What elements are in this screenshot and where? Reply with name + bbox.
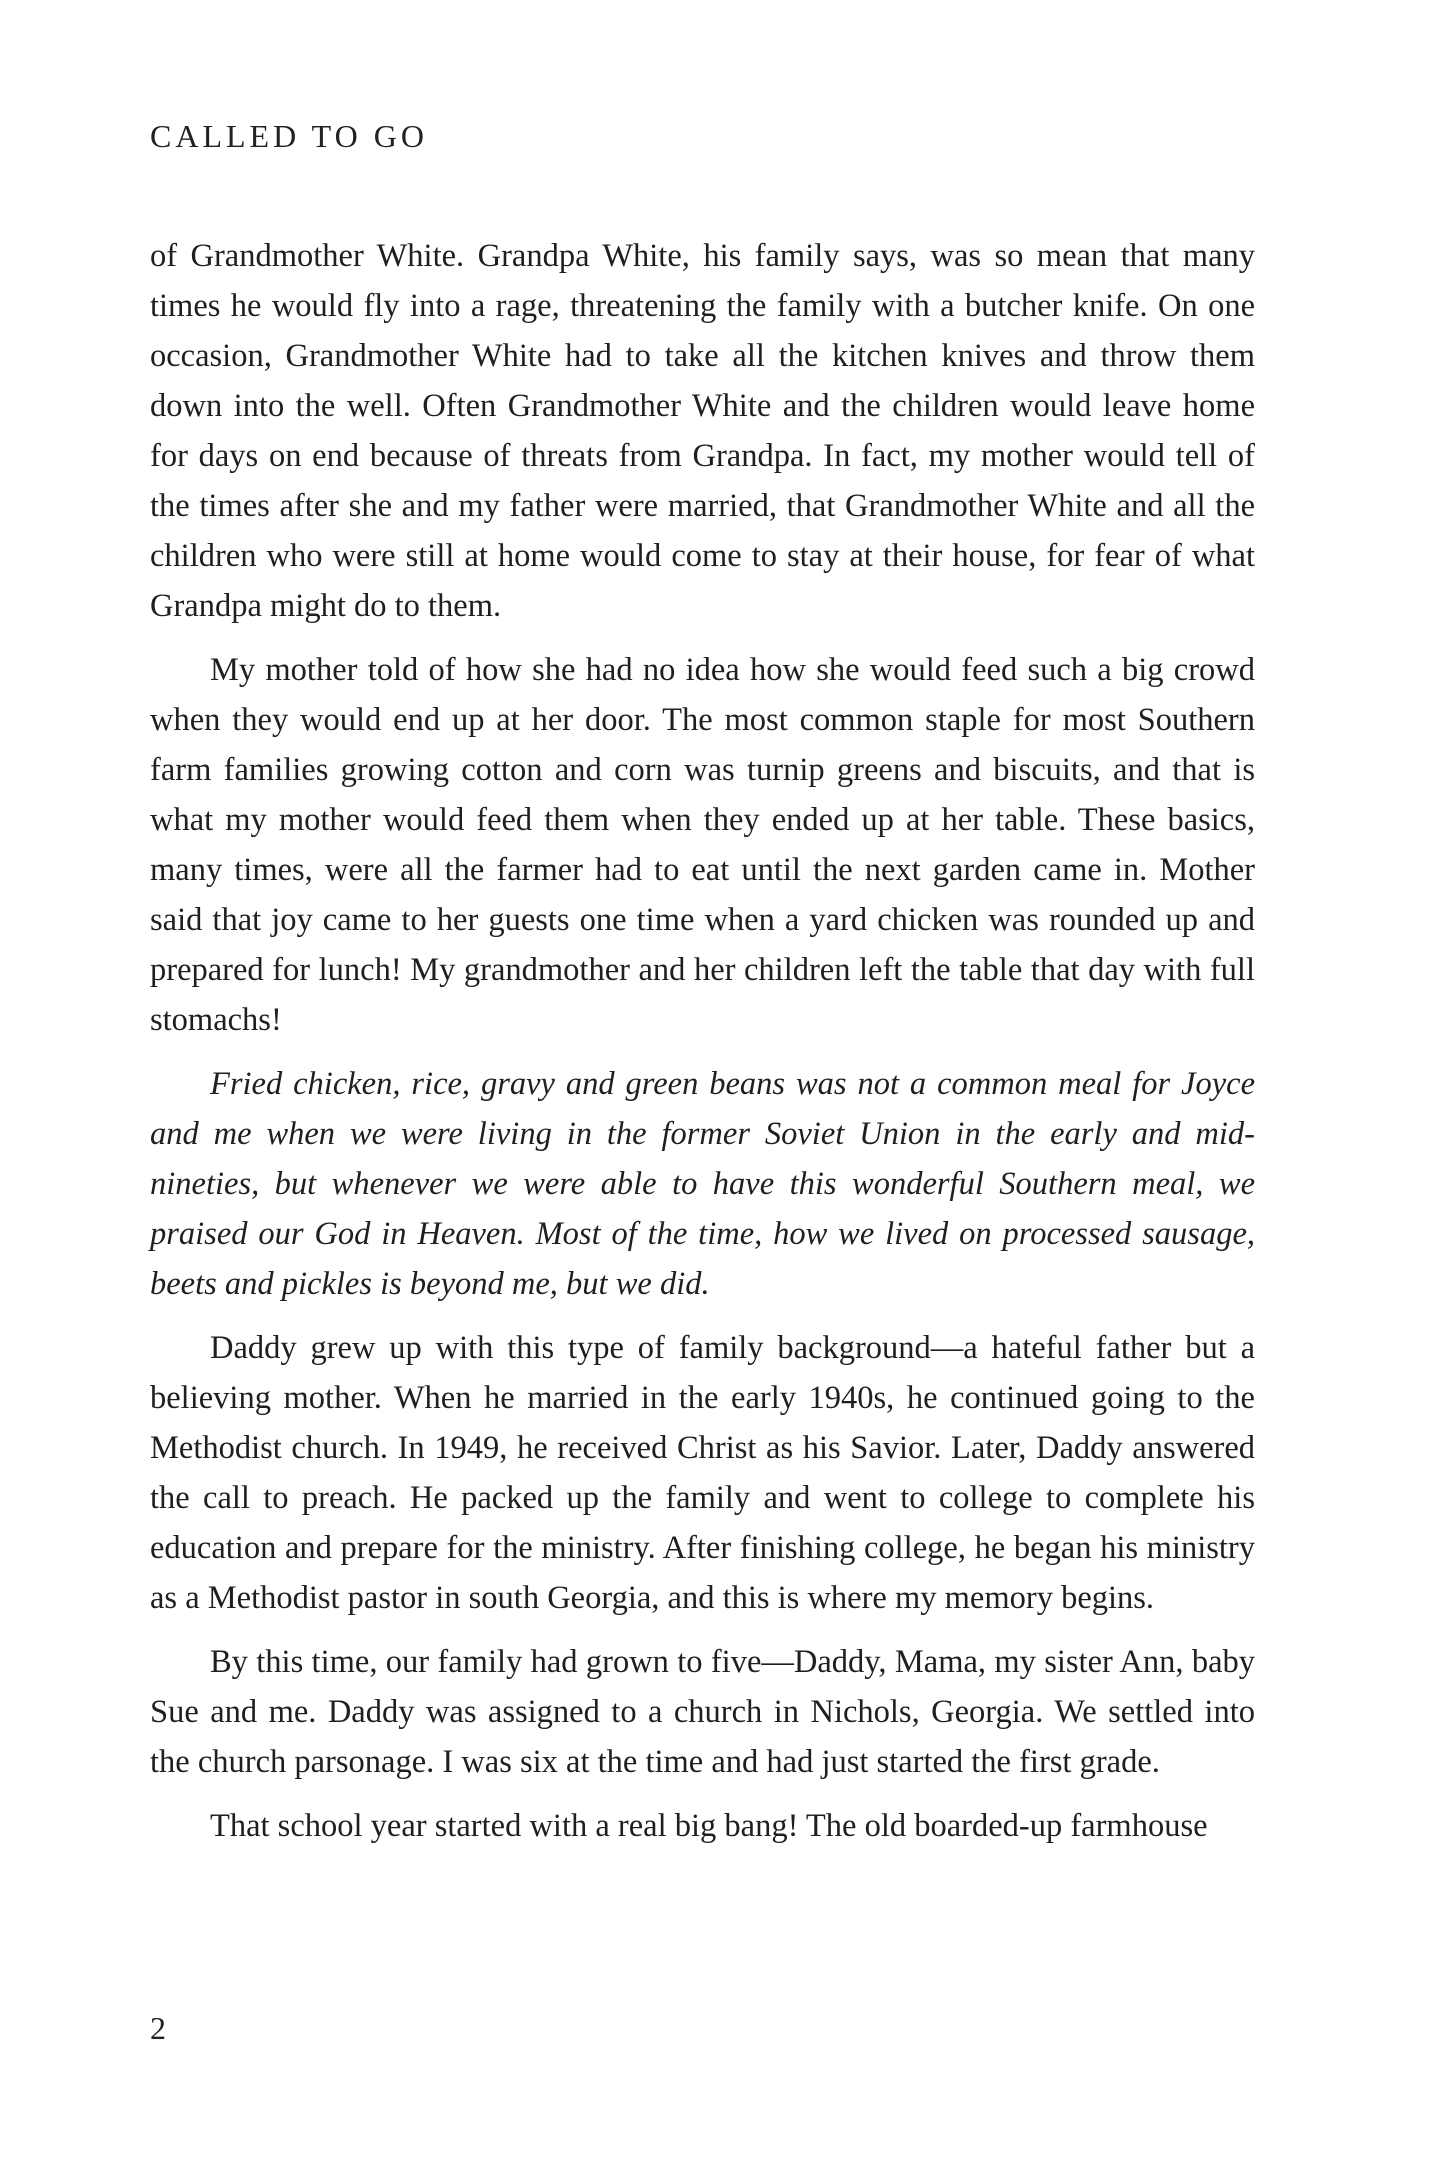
paragraph-family-of-five: By this time, our family had grown to five—Daddy, Mama, my sister Ann, baby Sue and me. Daddy was assigned to a church in Nichols, Georgia. We settled into the church parsonage. I was six at the time and had just started the first grade.	[150, 1644, 1255, 1780]
italic-aside-paragraph: Fried chicken, rice, gravy and green beans was not a common meal for Joyce and me when we were living in the former Soviet Union in the early and mid-nineties, but whenever we were able to have this wonderful Southern meal, we praised our God in Heaven. Most of the time, how we lived on processed sausage, beets and pickles is beyond me, but we did.	[150, 1066, 1255, 1302]
running-head: CALLED TO GO	[150, 118, 428, 154]
page-number: 2	[150, 2010, 166, 2046]
paragraph-daddy-background: Daddy grew up with this type of family background—a hateful father but a believing mother. When he married in the early 1940s, he continued going to the Methodist church. In 1949, he received Christ as his Savior. Later, Daddy answered the call to preach. He packed up the family and went to college to complete his education and prepare for the ministry. After finishing college, he began his ministry as a Methodist pastor in south Georgia, and this is where my memory begins.	[150, 1330, 1255, 1616]
paragraph-school-year: That school year started with a real big bang! The old boarded-up farmhouse	[210, 1808, 1208, 1844]
body-text	[150, 231, 1255, 1865]
paragraph-continuation: of Grandmother White. Grandpa White, his family says, was so mean that many times he would fly into a rage, threatening the family with a butcher knife. On one occasion, Grandmother White had to take all the kitchen knives and throw them down into the well. Often Grandmother White and the children would leave home for days on end because of threats from Grandpa. In fact, my mother would tell of the times after she and my father were married, that Grandmother White and all the children who were still at home would come to stay at their house, for fear of what Grandpa might do to them.	[150, 238, 1255, 624]
paragraph-mother-feeding: My mother told of how she had no idea how she would feed such a big crowd when they would end up at her door. The most common staple for most Southern farm families growing cotton and corn was turnip greens and biscuits, and that is what my mother would feed them when they ended up at her table. These basics, many times, were all the farmer had to eat until the next garden came in. Mother said that joy came to her guests one time when a yard chicken was rounded up and prepared for lunch! My grandmother and her children left the table that day with full stomachs!	[150, 652, 1255, 1038]
